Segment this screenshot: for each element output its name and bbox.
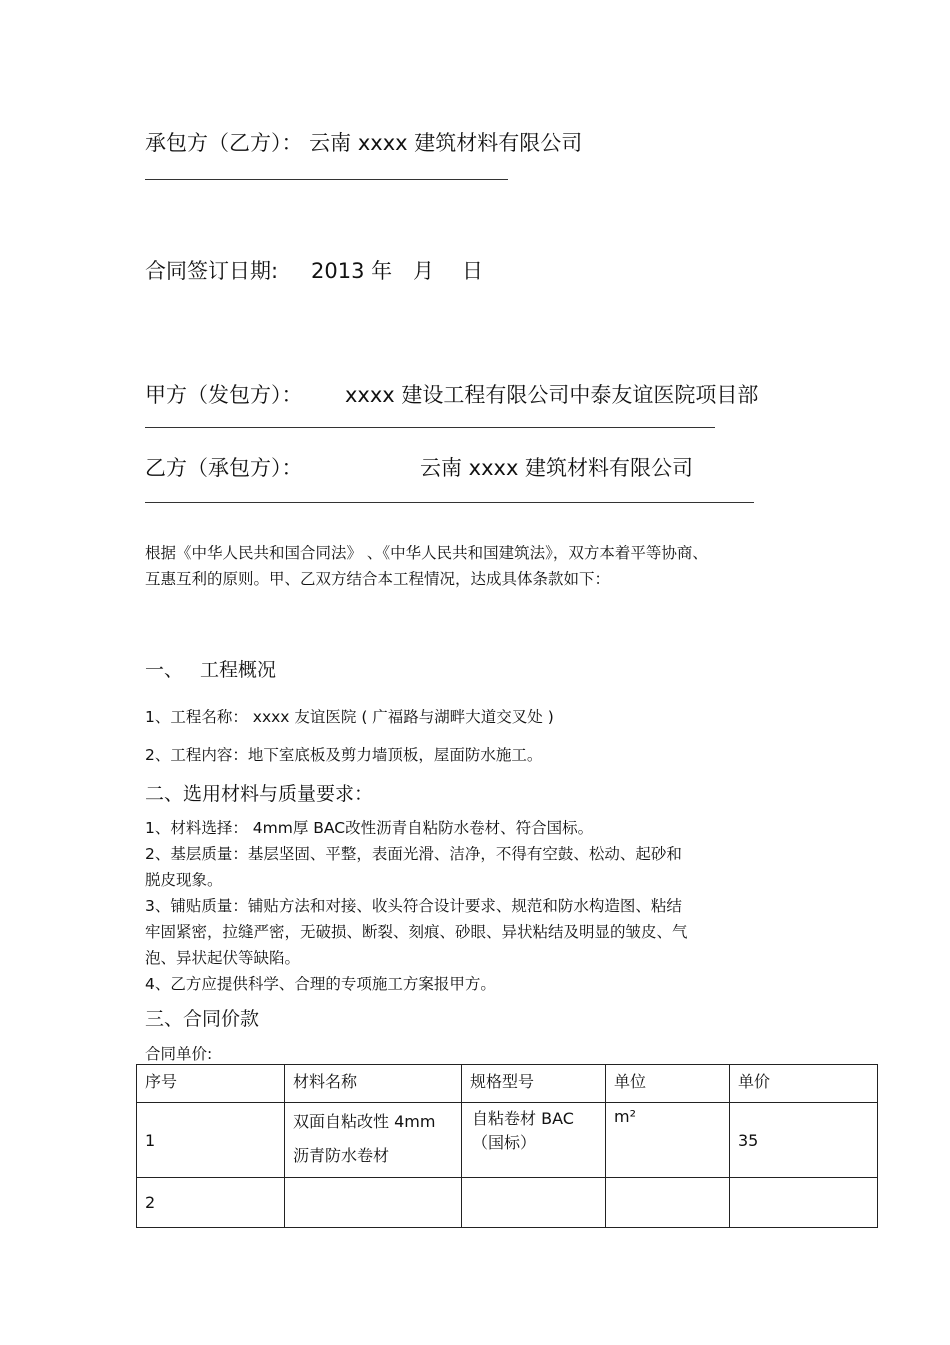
cell-price: 35 [738, 1130, 759, 1150]
price-table [136, 1064, 878, 1228]
sign-date-label: 合同签订日期: [145, 259, 279, 283]
party-b-label: 乙方（承包方）： [145, 456, 303, 480]
cell-empty [285, 1178, 462, 1228]
sign-date-year: 2013 年 [311, 259, 393, 283]
cell-name [285, 1103, 461, 1177]
table-row [137, 1178, 878, 1228]
cell-no: 1 [145, 1130, 156, 1150]
sign-date-month: 月 [413, 259, 434, 283]
intro-paragraph [145, 540, 708, 592]
project-name-item: 1、工程名称： xxxx 友谊医院 ( 广福路与湖畔大道交叉处 ) [145, 708, 554, 726]
requirement-line: 4、乙方应提供科学、合理的专项施工方案报甲方。 [145, 975, 496, 993]
requirement-line: 泡、异状起伏等缺陷。 [145, 949, 301, 967]
section3-heading: 三、合同价款 [145, 1008, 260, 1030]
cell-empty [730, 1178, 878, 1228]
table-header-row [137, 1065, 878, 1103]
cell-name-line: 双面自粘改性 4mm [293, 1112, 436, 1131]
party-b-value: 云南 xxxx 建筑材料有限公司 [420, 456, 694, 480]
col-header-name: 材料名称 [293, 1072, 358, 1091]
project-content-item: 2、工程内容：地下室底板及剪力墙顶板，屋面防水施工。 [145, 746, 543, 764]
underline-divider [145, 427, 715, 428]
section1-number: 一、 [145, 659, 184, 681]
sign-date-day: 日 [462, 259, 483, 283]
requirement-line: 牢固紧密，拉缝严密，无破损、断裂、刻痕、砂眼、异状粘结及明显的皱皮、气 [145, 923, 688, 941]
cell-empty [462, 1178, 606, 1228]
cell-spec [462, 1103, 605, 1159]
cell-unit: m² [614, 1107, 636, 1126]
requirement-line: 1、材料选择： 4mm厚 BAC改性沥青自粘防水卷材、符合国标。 [145, 819, 594, 837]
requirement-line: 3、铺贴质量：铺贴方法和对接、收头符合设计要求、规范和防水构造图、粘结 [145, 897, 682, 915]
section2-heading: 二、选用材料与质量要求： [145, 783, 374, 805]
col-header-no: 序号 [145, 1072, 178, 1091]
cell-name-line: 沥青防水卷材 [293, 1146, 390, 1165]
col-header-unit: 单位 [614, 1072, 647, 1091]
cell-spec-line: （国标） [472, 1133, 537, 1152]
underline-divider [145, 502, 754, 503]
contractor-line: 承包方（乙方）： 云南 xxxx 建筑材料有限公司 [145, 131, 583, 155]
intro-line: 互惠互利的原则。甲、乙双方结合本工程情况，达成具体条款如下： [145, 570, 611, 588]
table-row [137, 1103, 878, 1178]
cell-no: 2 [145, 1193, 156, 1212]
party-a-label: 甲方（发包方）： [145, 383, 303, 407]
col-header-spec: 规格型号 [470, 1072, 535, 1091]
section1-heading: 工程概况 [200, 659, 277, 681]
quality-requirements [145, 815, 688, 997]
requirement-line: 2、基层质量：基层坚固、平整，表面光滑、洁净，不得有空鼓、松动、起砂和 [145, 845, 682, 863]
requirement-line: 脱皮现象。 [145, 871, 223, 889]
cell-empty [606, 1178, 730, 1228]
cell-spec-line: 自粘卷材 BAC [472, 1109, 574, 1128]
unit-price-label: 合同单价: [145, 1045, 213, 1063]
intro-line: 根据《中华人民共和国合同法》 、《中华人民共和国建筑法》，双方本着平等协商、 [145, 544, 708, 562]
party-a-value: xxxx 建设工程有限公司中泰友谊医院项目部 [345, 383, 759, 407]
col-header-price: 单价 [738, 1072, 771, 1091]
underline-divider [145, 179, 508, 180]
